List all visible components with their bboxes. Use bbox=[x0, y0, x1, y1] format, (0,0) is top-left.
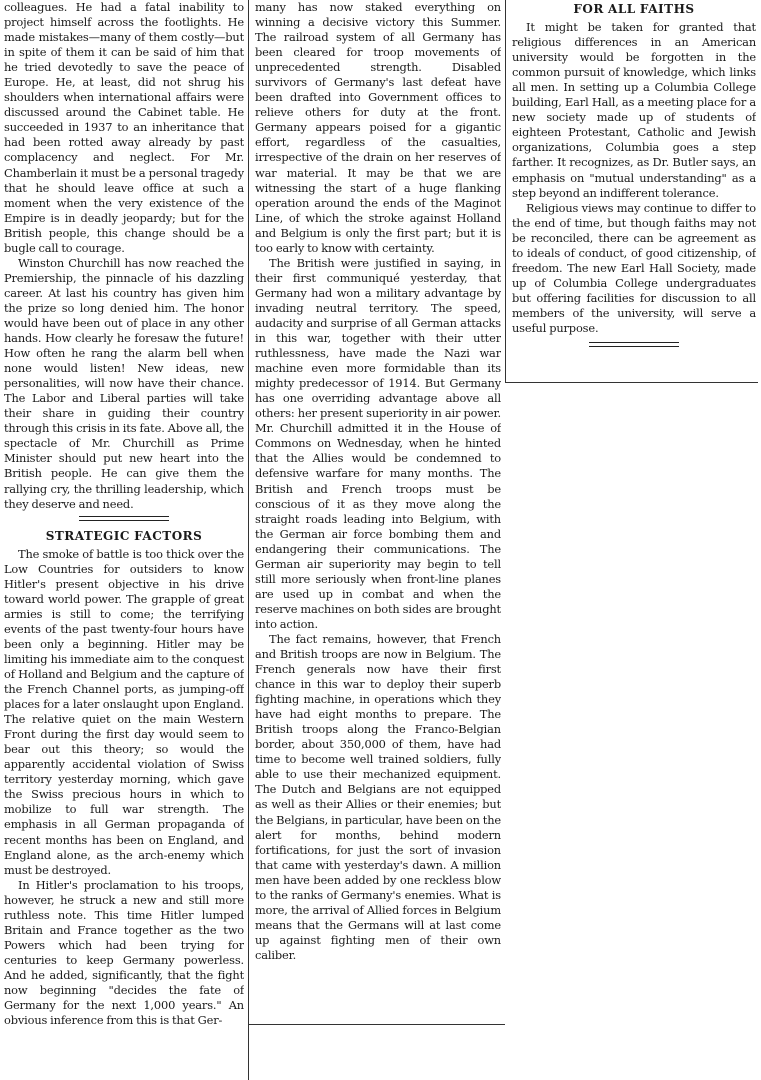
paragraph-churchill: Winston Churchill has now reached the Premiership, the pinnacle of his dazzling career. At last his country has given him the prize so long denied him. The honor would have been out of place in any other hands. How clearly he foresaw the future! How often he rang the alarm bell when none would listen! New ideas, new personalities, will now have their chance. The Labor and Liberal parties will take their share in guiding their country through this crisis in its fate. Above all, the spectacle of Mr. Churchill as Prime Minister should put new heart into the British people. He can give them the rallying cry, the thrilling leadership, which they deserve and need. bbox=[4, 255, 244, 511]
paragraph-strategic-1: The smoke of battle is too thick over the Low Countries for outsiders to know Hitler's present objective in his drive toward world power. The grapple of great armies is still to come; the terrifying events of the past twenty-four hours have been only a beginning. Hitler may be limiting his immediate aim to the conquest of Holland and Belgium and the capture of the French Channel ports, as jumping-off places for a later onslaught upon England. The relative quiet on the main Western Front during the first day would seem to bear out this theory; so would the apparently accidental violation of Swiss territory yesterday morning, which gave the Swiss precious hours in which to mobilize to full war strength. The emphasis in all German propaganda of recent months has been on England, and England alone, as the arch-enemy which must be destroyed. bbox=[4, 546, 244, 877]
paragraph-faiths-1: It might be taken for granted that religious differences in an American university would be forgotten in the common pursuit of knowledge, which links all men. In setting up a Columbia College building, Earl Hall, as a meeting place for a new society made up of students of eighteen Protestant, Catholic and Jewish organizations, Columbia goes a step farther. It recognizes, as Dr. Butler says, an emphasis on "mutual understanding" as a step beyond an indifferent tolerance. bbox=[512, 20, 756, 200]
column-rule-right bbox=[505, 0, 506, 382]
paragraph-strategic-2: In Hitler's proclamation to his troops, however, he struck a new and still more ruthless note. This time Hitler lumped Britain and France together as the two Powers which had been trying for centuries to keep Germany powerless. And he added, significantly, that the fight now beginning "decides the fate of Germany for the next 1,000 years." An obvious inference from this is that Ger- bbox=[4, 877, 244, 1028]
section-end-divider bbox=[589, 342, 679, 347]
heading-for-all-faiths: FOR ALL FAITHS bbox=[573, 2, 695, 16]
column-rule-bottom bbox=[505, 382, 758, 383]
heading-strategic-factors: STRATEGIC FACTORS bbox=[45, 528, 203, 543]
column-rule-left bbox=[248, 0, 249, 1080]
editorial-column-2 bbox=[255, 0, 501, 1022]
paragraph-faiths-2: Religious views may continue to differ to the end of time, but though faiths may not be reconciled, there can be agreement as to ideals of conduct, of good citizenship, of freedom. The new Earl Hall Society, made up of Columbia College undergraduates but offering facilities for discussion to all members of the university, will serve a useful purpose. bbox=[512, 200, 756, 335]
paragraph-chamberlain: colleagues. He had a fatal inability to project himself across the footlights. He made mistakes—many of them costly—but in spite of them it can be said of him that he tried devotedly to save the peace of Europe. He, at least, did not shrug his shoulders when international affairs were discussed around the Cabinet table. He succeeded in 1937 to an inheritance that had been rotted away already by past complacency and neglect. For Mr. Chamberlain it must be a personal tragedy that he should leave office at such a moment when the very existence of the Empire is in deadly jeopardy; but for the British people, this change should be a bugle call to courage. bbox=[4, 0, 244, 255]
section-divider bbox=[79, 516, 169, 521]
paragraph-germany-staked: many has now staked everything on winning a decisive victory this Summer. The railroad system of all Germany has been cleared for troop movements of unprecedented strength. Disabled survivors of Germany's last defeat have been drafted into Government offices to relieve others for duty at the front. Germany appears poised for a gigantic effort, regardless of the casualties, irrespective of the drain on her reserves of war material. It may be that we are witnessing the start of a huge flanking operation around the ends of the Maginot Line, of which the stroke against Holland and Belgium is only the first part; but it is too early to know with certainty. bbox=[255, 0, 501, 255]
editorial-column-3 bbox=[512, 0, 756, 380]
center-column-bottom-rule bbox=[249, 1024, 505, 1025]
paragraph-british-justified: The British were justified in saying, in their first communiqué yesterday, that Germany had won a military advantage by invading neutral territory. The speed, audacity and surprise of all German attacks in this war, together with their utter ruthlessness, have made the Nazi war machine even more formidable than its mighty predecessor of 1914. But Germany has one overriding advantage above all others: her present superiority in air power. Mr. Churchill admitted it in the House of Commons on Wednesday, when he hinted that the Allies would be condemned to defensive warfare for many months. The British and French troops must be conscious of it as they move along the straight roads leading into Belgium, with the German air force bombing them and endangering their communications. The German air superiority may begin to tell still more seriously when front-line planes are used up in combat and when the reserve machines on both sides are brought into action. bbox=[255, 255, 501, 631]
paragraph-fact-remains: The fact remains, however, that French and British troops are now in Belgium. The French generals now have their first chance in this war to deploy their superb fighting machine, in operations which they have had eight months to prepare. The British troops along the Franco-Belgian border, about 350,000 of them, have had time to become well trained soldiers, fully able to use their mechanized equipment. The Dutch and Belgians are not equipped as well as their Allies or their enemies; but the Belgians, in particular, have been on the alert for months, behind modern fortifications, for just the sort of invasion that came with yesterday's dawn. A million men have been added by one reckless blow to the ranks of Germany's enemies. What is more, the arrival of Allied forces in Belgium means that the Germans will at last come up against fighting men of their own caliber. bbox=[255, 631, 501, 962]
editorial-column-1 bbox=[4, 0, 244, 1080]
